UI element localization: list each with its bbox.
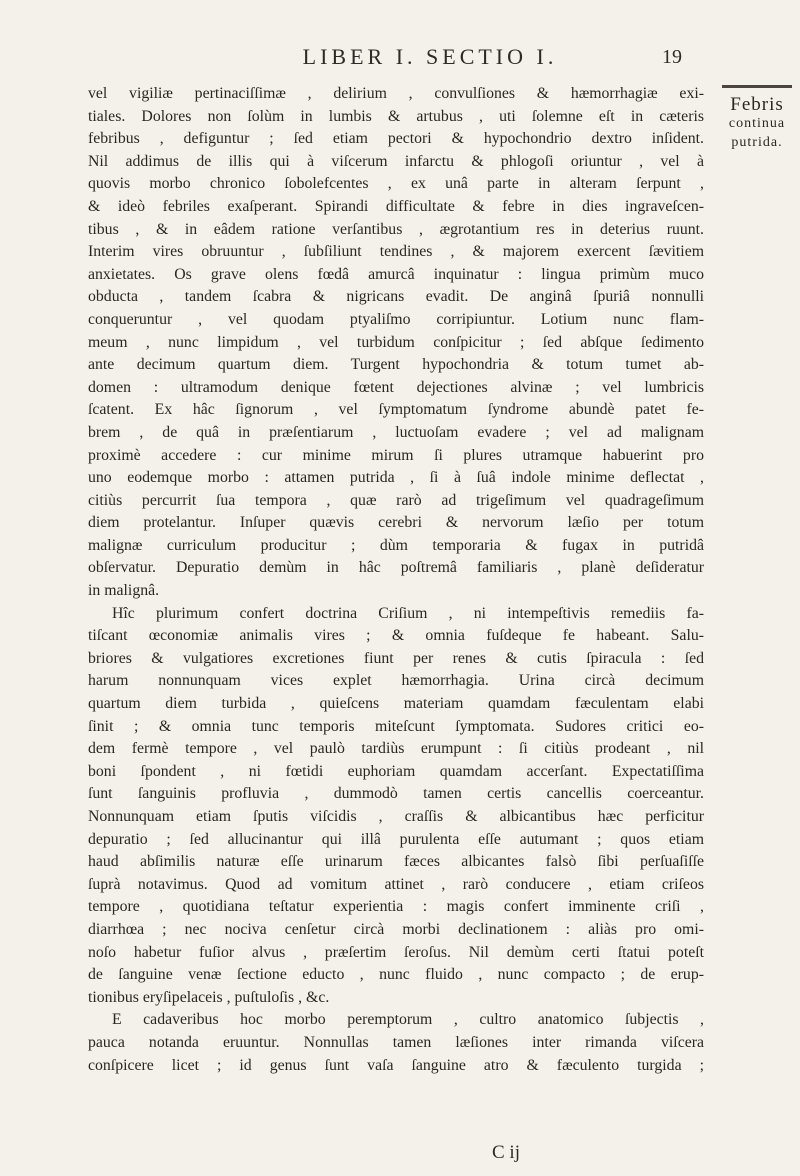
text-line: anxietates. Os grave olens fœdâ amurcâ inquinatur : lingua primùm muco — [88, 265, 704, 283]
text-line: ſuprà notavimus. Quod ad vomitum attinet , rarò conducere , etiam criſeos — [88, 875, 704, 893]
text-line: obſervatur. Depuratio demùm in hâc poſtremâ familiaris , planè deſideratur — [88, 559, 704, 577]
text-line: febribus , defiguntur ; ſed etiam pectori & hypochondrio dextro inſident. — [88, 130, 704, 148]
text-line: E cadaveribus hoc morbo peremptorum , cultro anatomico ſubjectis , — [112, 1011, 704, 1029]
text-line: brem , de quâ in præſentiarum , luctuoſam evadere ; vel ad malignam — [88, 423, 704, 441]
text-line: boni ſpondent , ni fœtidi euphoriam quamdam accerſant. Expectatiſſima — [88, 762, 704, 780]
text-line: proximè accedere : cur minime mirum ſi plures utramque habuerint pro — [88, 446, 704, 464]
text-line: tempore , quotidiana teſtatur experientia : magis confert imminente criſi , — [88, 898, 704, 916]
body-text — [88, 83, 704, 1077]
text-line: Interim vires obruuntur , ſubſiliunt tendines , & majorem exercent ſævitiem — [88, 243, 704, 261]
text-line: ſinit ; & omnia tunc temporis miteſcunt ſymptomata. Sudores critici eo- — [88, 717, 704, 735]
text-line: Nil addimus de illis qui à viſcerum infarctu & phlogoſi oriuntur , vel à — [88, 152, 704, 170]
text-line: obducta , tandem ſcabra & nigricans evadit. De anginâ ſpuriâ nonnulli — [88, 288, 704, 306]
margin-note-line: continua — [728, 116, 786, 131]
text-line: tiales. Dolores non ſolùm in lumbis & artubus , uti ſolemne eſt in cæteris — [88, 107, 704, 125]
text-line: meum , nunc limpidum , vel turbidum conſpicitur ; ſed abſque ſedimento — [88, 333, 704, 351]
text-line: citiùs percurrit ſua tempora , quæ rarò ad trigeſimum vel quadrageſimum — [88, 491, 704, 509]
text-line: diarrhœa ; nec nociva cenſetur circà morbi declinationem : aliàs pro omi- — [88, 920, 704, 938]
text-line: quovis morbo chronico ſobolefcentes , ex unâ parte in alteram ſerpunt , — [88, 175, 704, 193]
text-line: conqueruntur , vel quodam ptyaliſmo corripiuntur. Lotium nunc flam- — [88, 310, 704, 328]
text-line: malignæ curriculum producitur ; dùm temporaria & fugax in putridâ — [88, 536, 704, 554]
text-line: ante decimum quartum diem. Turgent hypochondria & totum tumet ab- — [88, 356, 704, 374]
text-line: depuratio ; ſed allucinantur qui illâ purulenta eſſe autumant ; quos etiam — [88, 830, 704, 848]
text-line: uno eodemque morbo : attamen putrida , ſi à ſuâ indole minime deflectat , — [88, 469, 704, 487]
signature-mark: C ij — [492, 1142, 520, 1163]
text-line: quartum diem turbida , quieſcens materiam quamdam fæculentam elabi — [88, 695, 704, 713]
margin-rule — [722, 85, 792, 88]
text-line: domen : ultramodum denique fœtent dejectiones alvinæ ; vel lumbricis — [88, 378, 704, 396]
text-line: in malignâ. — [88, 582, 160, 600]
text-line: haud abſimilis naturæ eſſe urinarum fæces albicantes falsò ſibi perſuaſiſſe — [88, 853, 704, 871]
text-line: tibus , & in eâdem ratione verſantibus , ægrotantium res in deterius ruunt. — [88, 220, 704, 238]
text-line: pauca notanda eruuntur. Nonnullas tamen læſiones inter rimanda viſcera — [88, 1033, 704, 1051]
text-line: harum nonnunquam vices explet hæmorrhagia. Urina circà decimum — [88, 672, 704, 690]
text-line: ſunt ſanguinis profluvia , dummodò tamen certis cancellis coerceantur. — [88, 785, 704, 803]
text-line: & ideò febriles exaſperant. Spirandi difficultate & febre in dies ingraveſcen- — [88, 197, 704, 215]
text-line: de ſanguine venæ ſectione educto , nunc fluido , nunc compacto ; de erup- — [88, 966, 704, 984]
text-line: briores & vulgatiores excretiones fiunt per renes & cutis ſpiracula : ſed — [88, 649, 704, 667]
text-line: dem fermè tempore , vel paulò tardiùs erumpunt : ſi citiùs prodeant , nil — [88, 740, 704, 758]
text-line: tiſcant œconomiæ animalis vires ; & omnia fuſdeque fe habeant. Salu- — [88, 627, 704, 645]
margin-note-line: putrida. — [731, 135, 783, 150]
text-line: diem protelantur. Inſuper quævis cerebri & nervorum læſio per totum — [88, 514, 704, 532]
text-line: tionibus eryſipelaceis , puſtuloſis , &c. — [88, 988, 330, 1006]
text-line: ſcatent. Ex hâc ſignorum , vel ſymptomatum ſyndrome abundè patet fe- — [88, 401, 704, 419]
page-number: 19 — [662, 46, 682, 68]
running-head: LIBER I. SECTIO I. — [302, 44, 558, 69]
margin-note-line: Febris — [730, 94, 784, 115]
text-line: noſo habetur fuſior alvus , præſertim ſeroſus. Nil demùm certi ſtatui poteſt — [88, 943, 704, 961]
text-line: Hîc plurimum confert doctrina Criſium , ni intempeſtivis remediis fa- — [112, 604, 704, 622]
text-line: conſpicere licet ; id genus ſunt vaſa ſanguine atro & fæculento turgida ; — [88, 1056, 704, 1074]
margin-note — [718, 85, 796, 152]
text-line: vel vigiliæ pertinaciſſimæ , delirium , convulſiones & hæmorrhagiæ exi- — [88, 85, 704, 102]
text-line: Nonnunquam etiam ſputis viſcidis , craſſis & albicantibus hæc perficitur — [88, 808, 704, 825]
